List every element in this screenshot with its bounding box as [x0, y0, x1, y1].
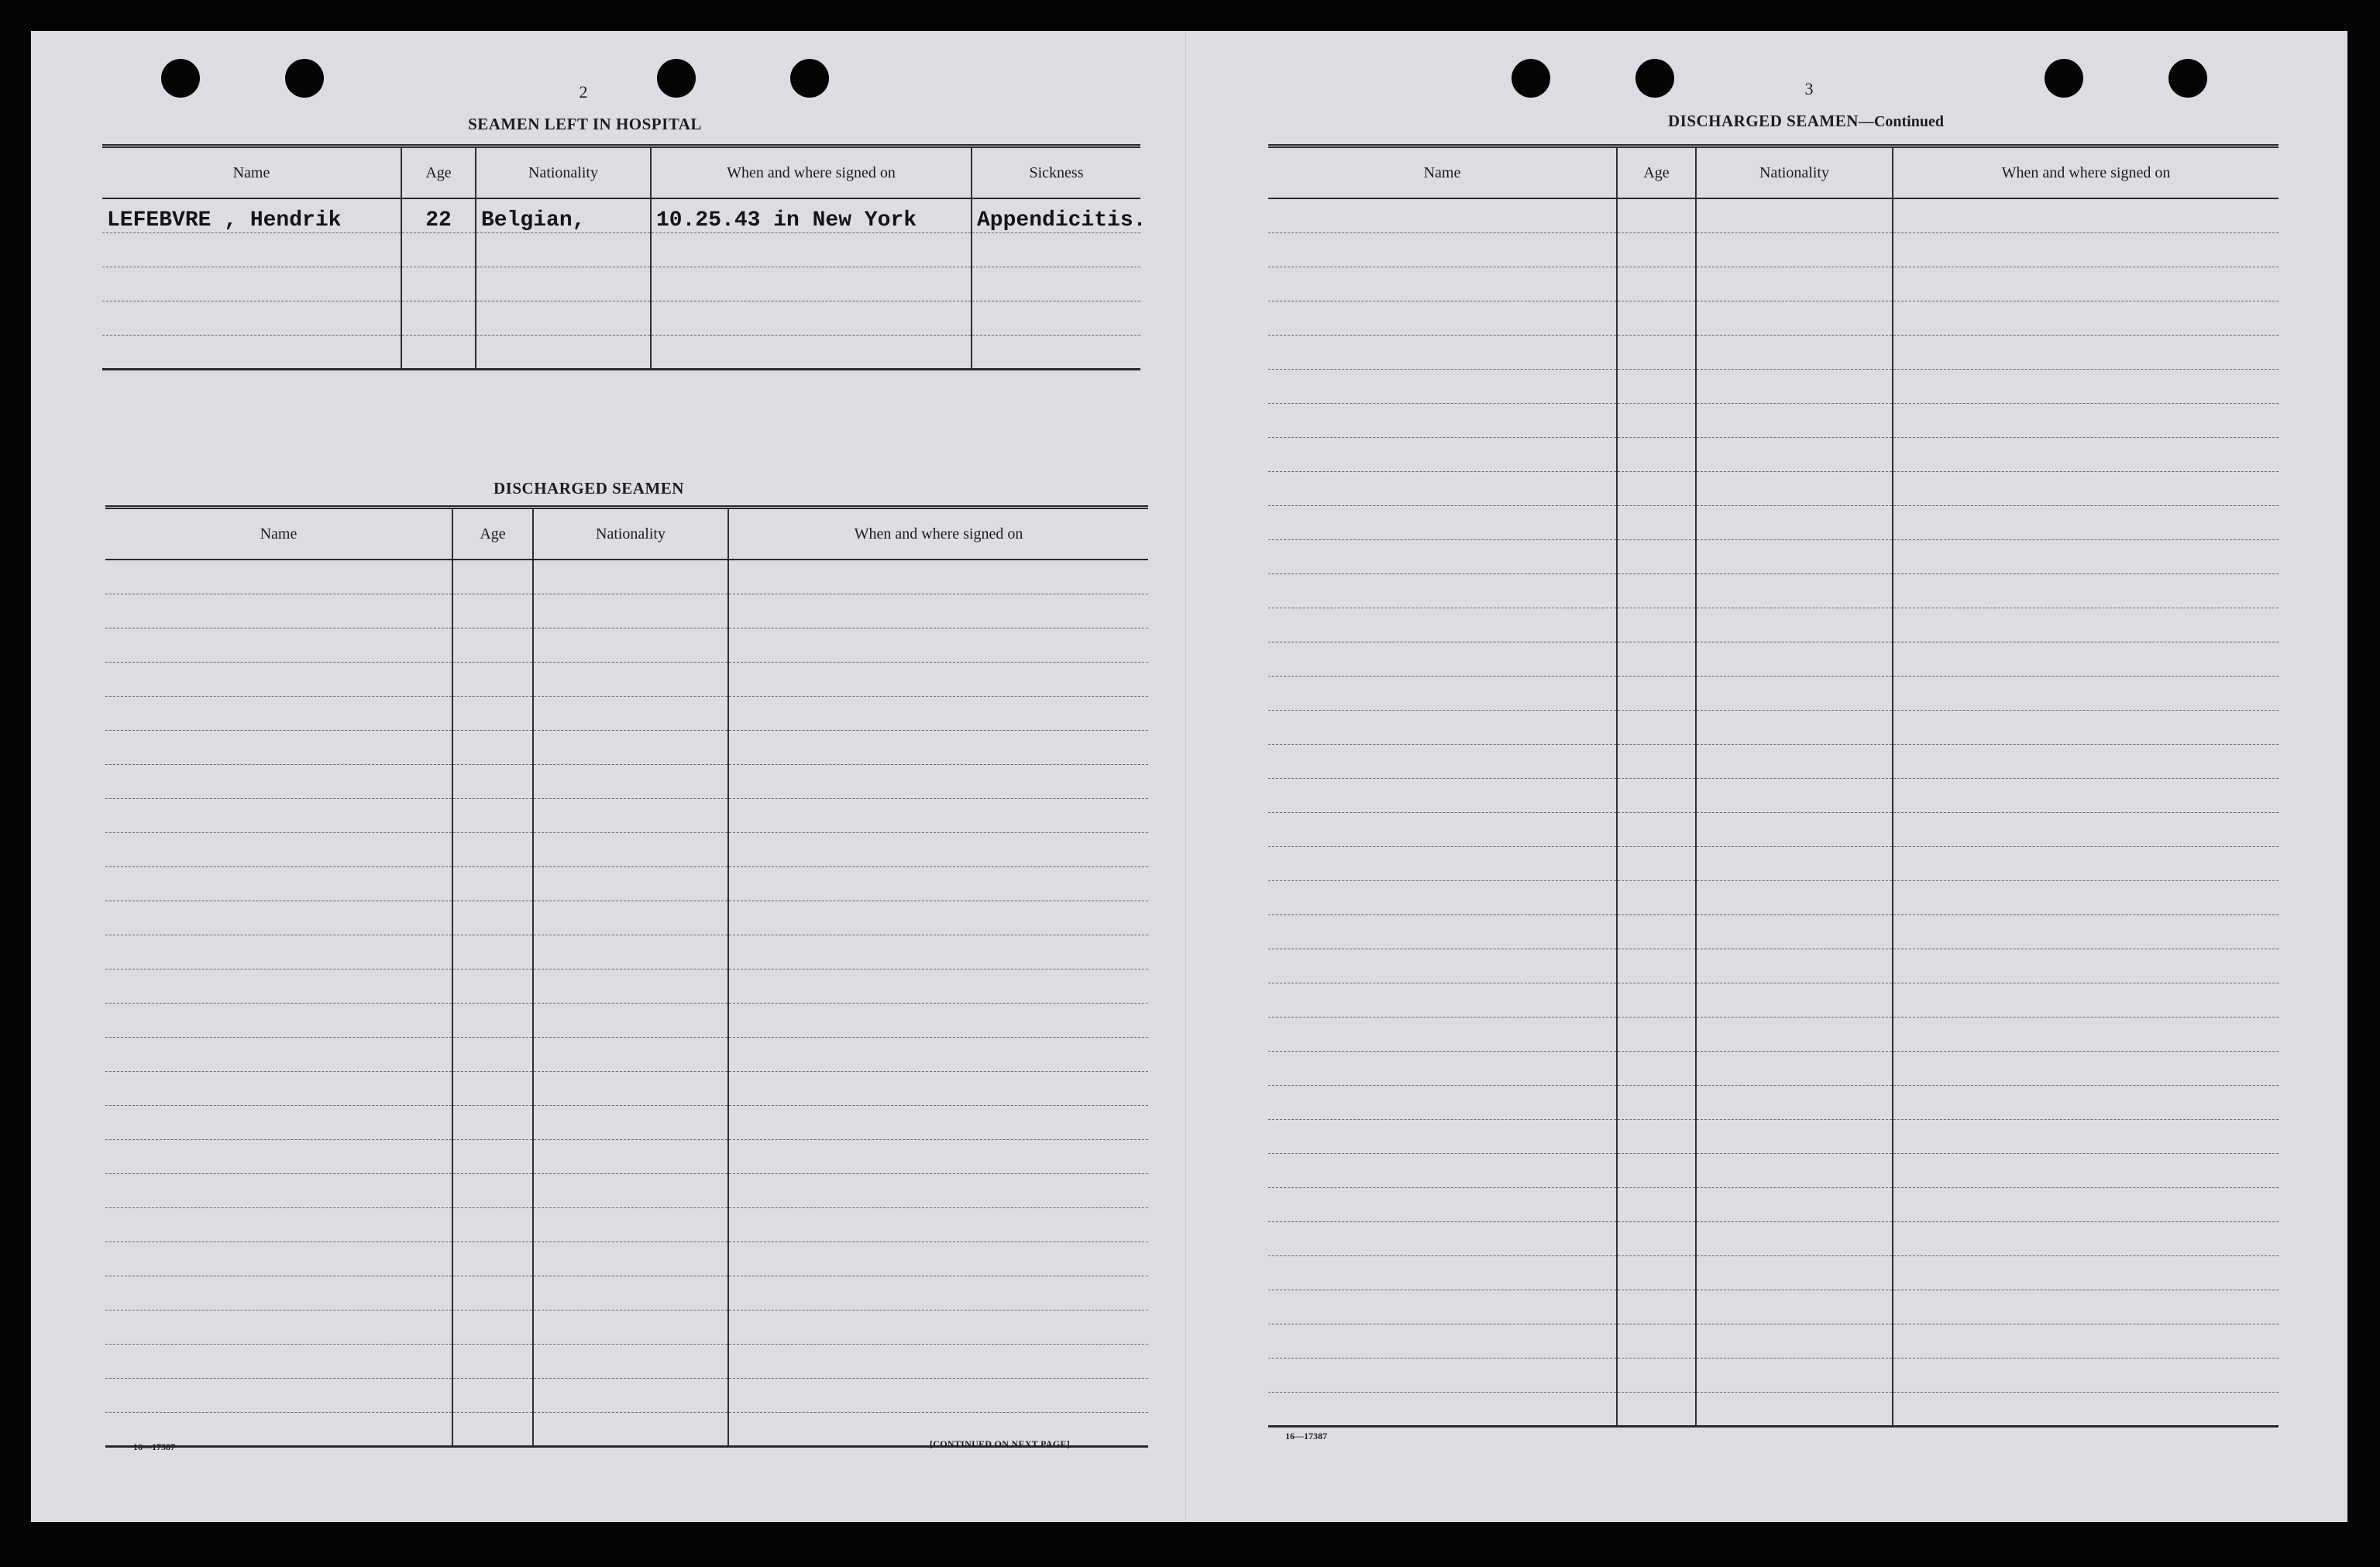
column-header-name: Name — [102, 146, 401, 199]
seaman-signed-on: 10.25.43 in New York — [651, 198, 972, 232]
table-header-row — [102, 146, 1140, 199]
table-row — [1268, 1119, 2279, 1153]
table-row — [105, 1344, 1148, 1378]
table-row — [105, 866, 1148, 901]
table-row — [1268, 1017, 2279, 1051]
table-row — [1268, 267, 2279, 301]
table-row — [1268, 369, 2279, 403]
table-row — [1268, 608, 2279, 642]
seaman-name: LEFEBVRE , Hendrik — [102, 198, 401, 232]
table-row — [102, 301, 1140, 335]
hospital-table — [102, 144, 1147, 370]
table-row — [105, 594, 1148, 628]
table-row — [1268, 539, 2279, 573]
table-row — [105, 1173, 1148, 1207]
table-row — [1268, 914, 2279, 949]
table-row — [1268, 505, 2279, 539]
table-row — [105, 696, 1148, 730]
column-header-signed-on: When and where signed on — [1893, 146, 2279, 199]
table-row — [1268, 880, 2279, 914]
column-header-sickness: Sickness — [972, 146, 1140, 199]
table-row — [105, 628, 1148, 662]
discharged-table — [105, 505, 1148, 1448]
table-header-row — [1268, 146, 2279, 199]
seaman-age: 22 — [401, 198, 476, 232]
table-row — [105, 1037, 1148, 1071]
column-header-signed-on: When and where signed on — [728, 508, 1148, 560]
column-header-signed-on: When and where signed on — [651, 146, 972, 199]
table-row — [1268, 676, 2279, 710]
punch-hole — [657, 59, 696, 98]
seaman-sickness: Appendicitis. — [972, 198, 1140, 232]
table-row — [1268, 471, 2279, 505]
seaman-nationality: Belgian, — [476, 198, 651, 232]
table-row — [105, 969, 1148, 1003]
table-row — [1268, 573, 2279, 608]
table-row — [105, 560, 1148, 594]
table-row — [1268, 403, 2279, 437]
table-row — [1268, 232, 2279, 267]
table-row — [105, 1105, 1148, 1139]
table-row — [1268, 198, 2279, 232]
left-page — [31, 31, 1185, 1522]
table-row — [102, 198, 1140, 232]
table-row — [1268, 710, 2279, 744]
title-suffix: —Continued — [1858, 113, 1944, 130]
column-header-age: Age — [1617, 146, 1696, 199]
column-header-nationality: Nationality — [533, 508, 728, 560]
column-header-age: Age — [452, 508, 533, 560]
form-number: 16—17387 — [1285, 1431, 1327, 1441]
discharged-section-title: DISCHARGED SEAMEN — [494, 479, 684, 498]
punch-hole — [1635, 59, 1674, 98]
table-row — [105, 901, 1148, 935]
form-number: 16—17387 — [133, 1441, 175, 1452]
page-number: 3 — [1804, 79, 1814, 98]
table-row — [105, 1378, 1148, 1412]
table-row — [105, 1071, 1148, 1105]
table-header-row — [105, 508, 1148, 560]
table-row — [105, 1207, 1148, 1242]
punch-hole — [285, 59, 324, 98]
table-row — [102, 267, 1140, 301]
column-header-nationality: Nationality — [1696, 146, 1893, 199]
table-row — [102, 232, 1140, 267]
column-header-name: Name — [105, 508, 452, 560]
table-row — [1268, 1290, 2279, 1324]
punch-hole — [161, 59, 200, 98]
column-header-age: Age — [401, 146, 476, 199]
punch-hole — [1512, 59, 1550, 98]
punch-hole — [2045, 59, 2083, 98]
table-row — [1268, 301, 2279, 335]
table-row — [105, 1276, 1148, 1310]
table-row — [1268, 642, 2279, 676]
table-row — [1268, 1221, 2279, 1255]
table-row — [105, 1139, 1148, 1173]
table-row — [102, 335, 1140, 369]
table-row — [1268, 778, 2279, 812]
table-row — [1268, 949, 2279, 983]
table-row — [1268, 846, 2279, 880]
table-row — [1268, 744, 2279, 778]
table-row — [105, 1242, 1148, 1276]
table-row — [105, 730, 1148, 764]
column-header-nationality: Nationality — [476, 146, 651, 199]
continued-note: [CONTINUED ON NEXT PAGE] — [930, 1438, 1071, 1449]
discharged-continued-table — [1268, 144, 2279, 1428]
table-row — [105, 832, 1148, 866]
table-row — [1268, 983, 2279, 1017]
table-row — [1268, 1255, 2279, 1290]
right-page — [1185, 31, 2347, 1522]
table-row — [1268, 1153, 2279, 1187]
table-row — [105, 764, 1148, 798]
punch-hole — [790, 59, 829, 98]
table-row — [105, 662, 1148, 696]
discharged-continued-title — [1604, 112, 2007, 131]
hospital-section-title: SEAMEN LEFT IN HOSPITAL — [468, 115, 702, 133]
table-row — [1268, 1051, 2279, 1085]
title-main: DISCHARGED SEAMEN — [1668, 112, 1859, 130]
table-row — [1268, 1324, 2279, 1358]
table-row — [1268, 1392, 2279, 1426]
table-row — [1268, 1187, 2279, 1221]
table-row — [1268, 812, 2279, 846]
table-row — [105, 1310, 1148, 1344]
table-row — [1268, 437, 2279, 471]
punch-hole — [2168, 59, 2207, 98]
page-number: 2 — [579, 82, 588, 102]
table-row — [1268, 335, 2279, 369]
table-row — [105, 798, 1148, 832]
column-header-name: Name — [1268, 146, 1617, 199]
table-row — [1268, 1085, 2279, 1119]
table-row — [105, 1003, 1148, 1037]
table-row — [1268, 1358, 2279, 1392]
table-row — [105, 935, 1148, 969]
